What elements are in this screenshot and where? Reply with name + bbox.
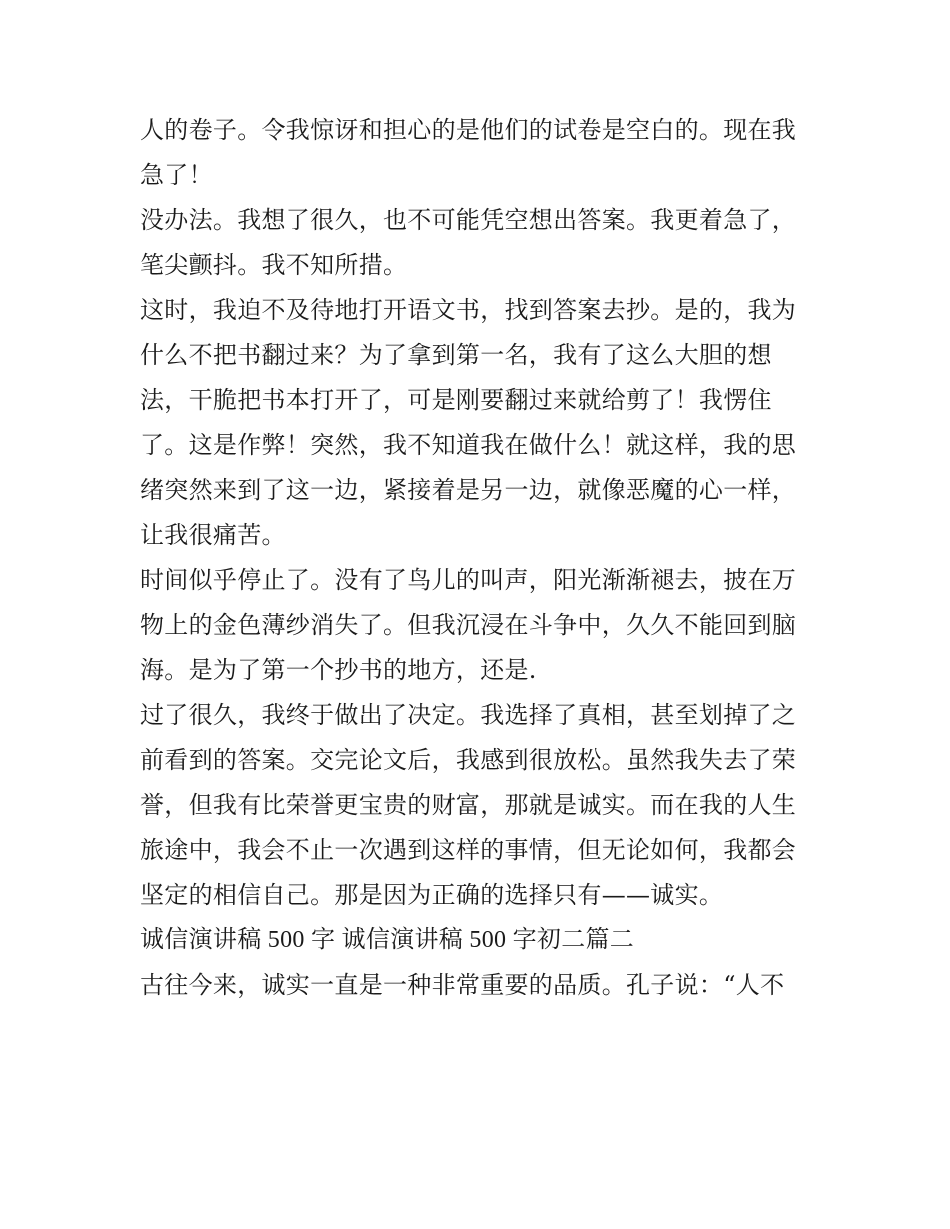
- text-line: 急了！: [140, 161, 213, 189]
- text-line: 这时，我迫不及待地打开语文书，找到答案去抄。是的，我为: [140, 296, 797, 324]
- text-line: 让我很痛苦。: [140, 521, 286, 549]
- document-body: [140, 108, 820, 1008]
- text-line: 绪突然来到了这一边，紧接着是另一边，就像恶魔的心一样，: [140, 476, 797, 504]
- text-line: 了。这是作弊！突然，我不知道我在做什么！就这样，我的思: [140, 431, 797, 459]
- text-line: 古往今来，诚实一直是一种非常重要的品质。孔子说：“人不: [140, 971, 785, 999]
- text-line: 海。是为了第一个抄书的地方，还是.: [140, 656, 537, 684]
- text-line: 时间似乎停止了。没有了鸟儿的叫声，阳光渐渐褪去，披在万: [140, 566, 797, 594]
- text-line: 旅途中，我会不止一次遇到这样的事情，但无论如何，我都会: [140, 836, 797, 864]
- text-line: 人的卷子。令我惊讶和担心的是他们的试卷是空白的。现在我: [140, 116, 797, 144]
- text-line: 誉，但我有比荣誉更宝贵的财富，那就是诚实。而在我的人生: [140, 791, 797, 819]
- text-line: 坚定的相信自己。那是因为正确的选择只有——诚实。: [140, 881, 724, 909]
- text-line: 前看到的答案。交完论文后，我感到很放松。虽然我失去了荣: [140, 746, 797, 774]
- text-line: 法，干脆把书本打开了，可是刚要翻过来就给剪了！我愣住: [140, 386, 772, 414]
- text-line: 物上的金色薄纱消失了。但我沉浸在斗争中，久久不能回到脑: [140, 611, 797, 639]
- section-heading: 诚信演讲稿 500 字 诚信演讲稿 500 字初二篇二: [140, 927, 635, 953]
- text-line: 没办法。我想了很久，也不可能凭空想出答案。我更着急了，: [140, 206, 797, 234]
- text-line: 什么不把书翻过来？为了拿到第一名，我有了这么大胆的想: [140, 341, 772, 369]
- text-line: 过了很久，我终于做出了决定。我选择了真相，甚至划掉了之: [140, 701, 797, 729]
- text-line: 笔尖颤抖。我不知所措。: [140, 251, 408, 279]
